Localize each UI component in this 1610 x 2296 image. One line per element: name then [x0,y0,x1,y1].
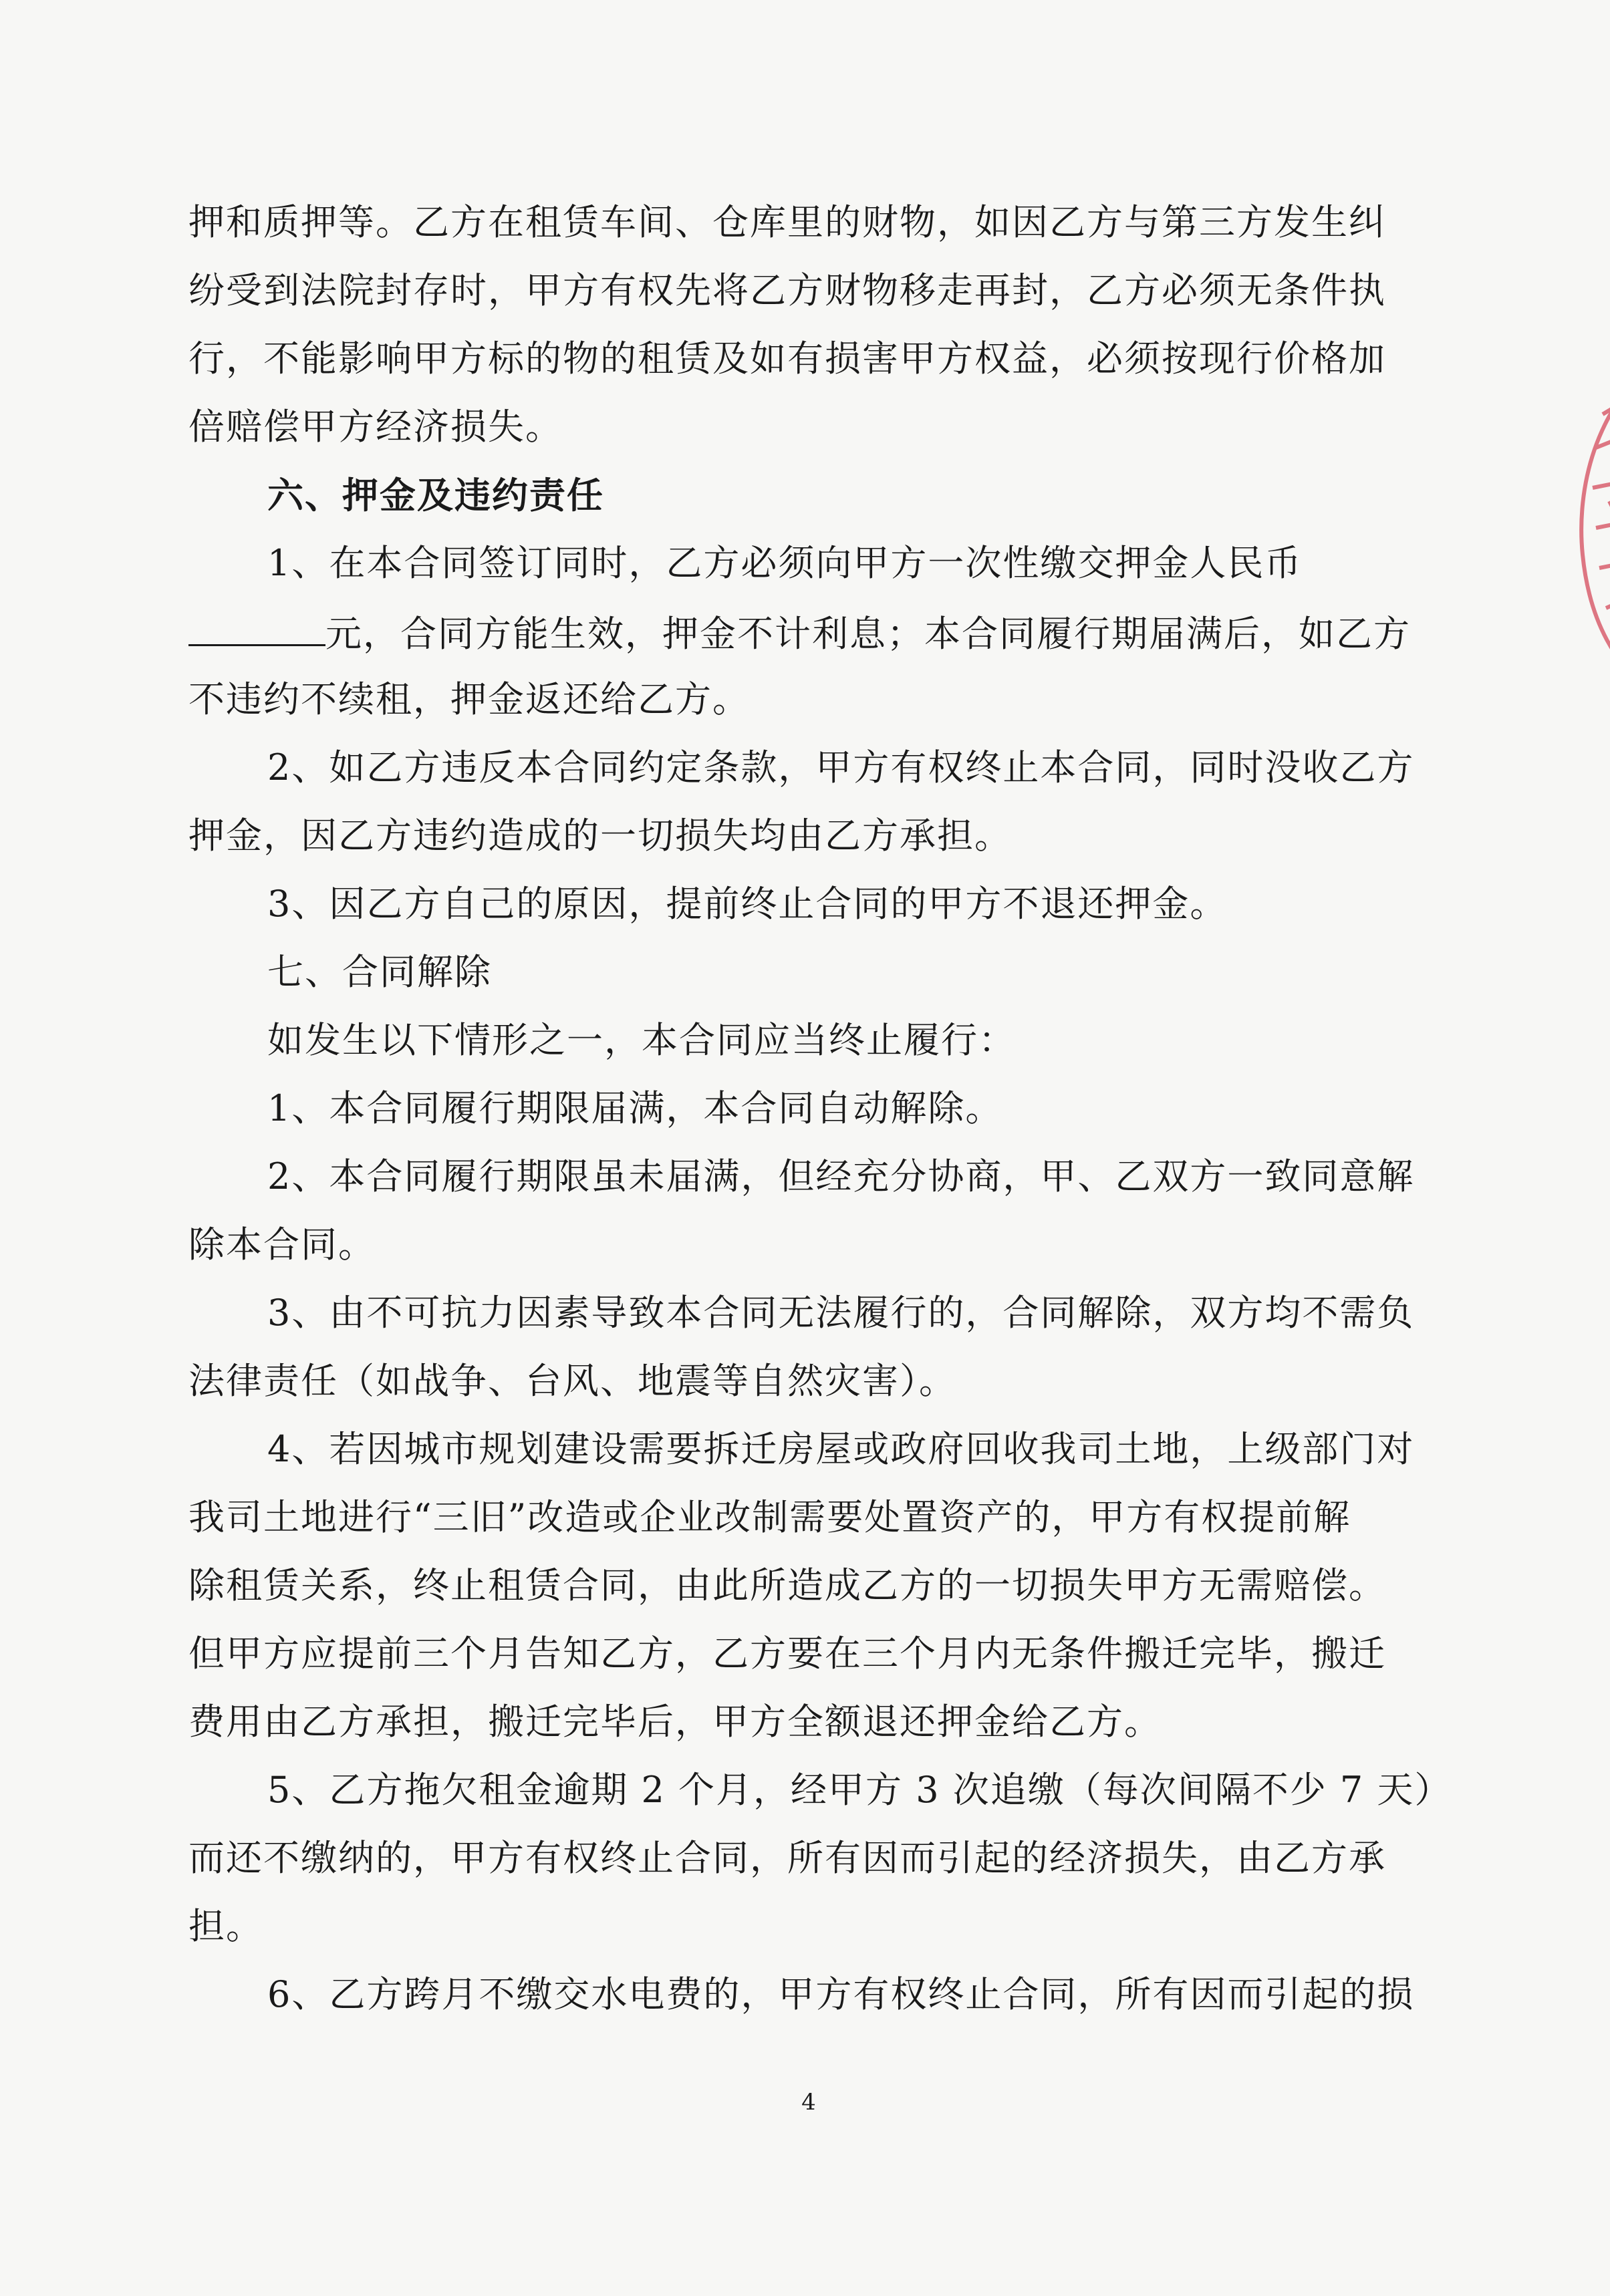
text-segment: 元，合同方能生效，押金不计利息；本合同履行期届满后，如乙方 [325,613,1411,655]
text-line: 3、由不可抗力因素导致本合同无法履行的，合同解除，双方均不需负 [267,1292,1415,1334]
text-line: 费用由乙方承担，搬迁完毕后，甲方全额退还押金给乙方。 [188,1701,1162,1743]
text-line: 而还不缴纳的，甲方有权终止合同，所有因而引起的经济损失，由乙方承 [188,1837,1386,1879]
text-line: 除本合同。 [188,1224,376,1266]
text-line: 行，不能影响甲方标的物的租赁及如有损害甲方权益，必须按现行价格加 [188,337,1386,380]
text-line: 5、乙方拖欠租金逾期 2 个月，经甲方 3 次追缴（每次间隔不少 7 天） [267,1769,1452,1811]
text-line: 不违约不续租，押金返还给乙方。 [188,678,750,720]
text-line: 法律责任（如战争、台风、地震等自然灾害）。 [188,1360,956,1402]
text-line: 我司土地进行“三旧”改造或企业改制需要处置资产的，甲方有权提前解 [188,1496,1351,1538]
text-line: 押金，因乙方违约造成的一切损失均由乙方承担。 [188,815,1012,857]
text-line: 纷受到法院封存时，甲方有权先将乙方财物移走再封，乙方必须无条件执 [188,269,1386,311]
page-number: 4 [801,2089,816,2116]
text-line: 6、乙方跨月不缴交水电费的，甲方有权终止合同，所有因而引起的损 [267,1973,1415,2015]
section-heading-deposit: 六、押金及违约责任 [267,474,604,517]
text-line: 3、因乙方自己的原因，提前终止合同的甲方不退还押金。 [267,883,1228,925]
seal-stamp-fragment [1556,354,1610,702]
text-line: 担。 [188,1905,263,1947]
text-line: 2、如乙方违反本合同约定条款，甲方有权终止本合同，同时没收乙方 [267,746,1415,788]
text-line: 除租赁关系，终止租赁合同，由此所造成乙方的一切损失甲方无需赔偿。 [188,1564,1386,1606]
text-line: 倍赔偿甲方经济损失。 [188,406,563,448]
text-line-with-blank [188,608,1411,655]
section-heading-termination: 七、合同解除 [267,951,492,993]
text-line: 2、本合同履行期限虽未届满，但经充分协商，甲、乙双方一致同意解 [267,1155,1415,1197]
text-line: 4、若因城市规划建设需要拆迁房屋或政府回收我司土地，上级部门对 [267,1428,1415,1470]
text-line: 1、本合同履行期限届满，本合同自动解除。 [267,1087,1003,1129]
text-line: 押和质押等。乙方在租赁车间、仓库里的财物，如因乙方与第三方发生纠 [188,201,1386,243]
text-line: 1、在本合同签订同时，乙方必须向甲方一次性缴交押金人民币 [267,542,1303,584]
text-line: 如发生以下情形之一，本合同应当终止履行： [267,1019,1016,1061]
deposit-amount-blank [188,608,325,646]
text-line: 但甲方应提前三个月告知乙方，乙方要在三个月内无条件搬迁完毕，搬迁 [188,1632,1386,1675]
